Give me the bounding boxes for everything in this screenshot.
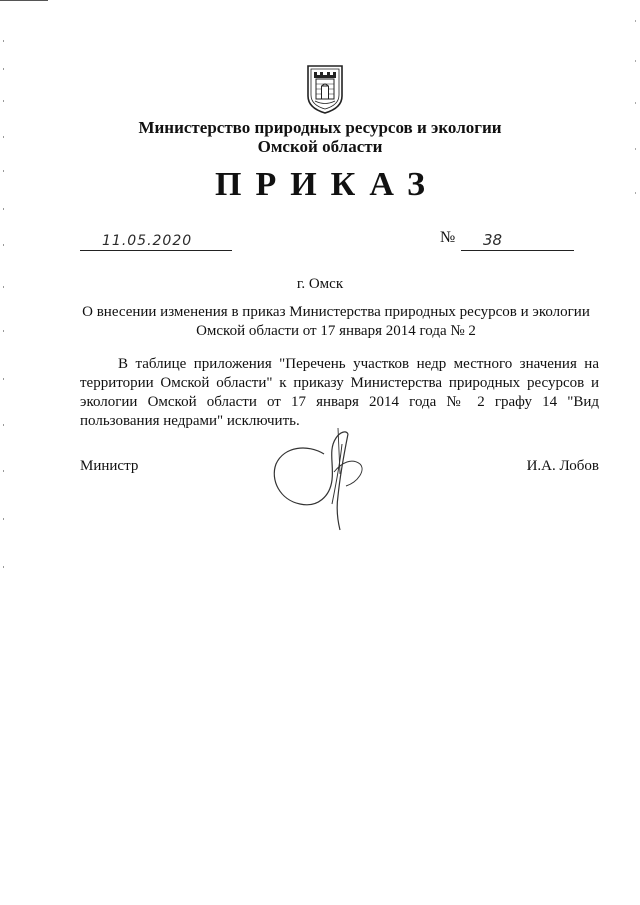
handwritten-signature: [266, 424, 386, 534]
city-line: г. Омск: [296, 276, 344, 292]
number-label: №: [440, 229, 456, 246]
signer-title: Министр: [80, 458, 139, 474]
document-type-title: ПРИКАЗ: [215, 166, 439, 203]
date-field: [80, 228, 232, 251]
number-field: [461, 228, 574, 251]
signer-name: И.А. Лобов: [526, 458, 599, 474]
ministry-name-line1: Министерство природных ресурсов и экологии: [138, 118, 502, 137]
handwritten-number: 38: [483, 231, 503, 249]
ministry-name-line2: Омской области: [257, 137, 383, 156]
top-edge-rule: [0, 0, 48, 1]
order-body-paragraph: В таблице приложения "Перечень участков недр местного значения на территории Омской области" к приказу Министерства природных ресурсов и экологии Омской области от 17 января 2014 года № 2 графу 14 "Вид пользования недрами" исключить.: [80, 356, 599, 429]
order-subject: О внесении изменения в приказ Министерства природных ресурсов и экологии Омской области от 17 января 2014 года № 2: [82, 304, 590, 339]
omsk-region-emblem-icon: [305, 62, 345, 114]
handwritten-date: 11.05.2020: [102, 233, 193, 249]
